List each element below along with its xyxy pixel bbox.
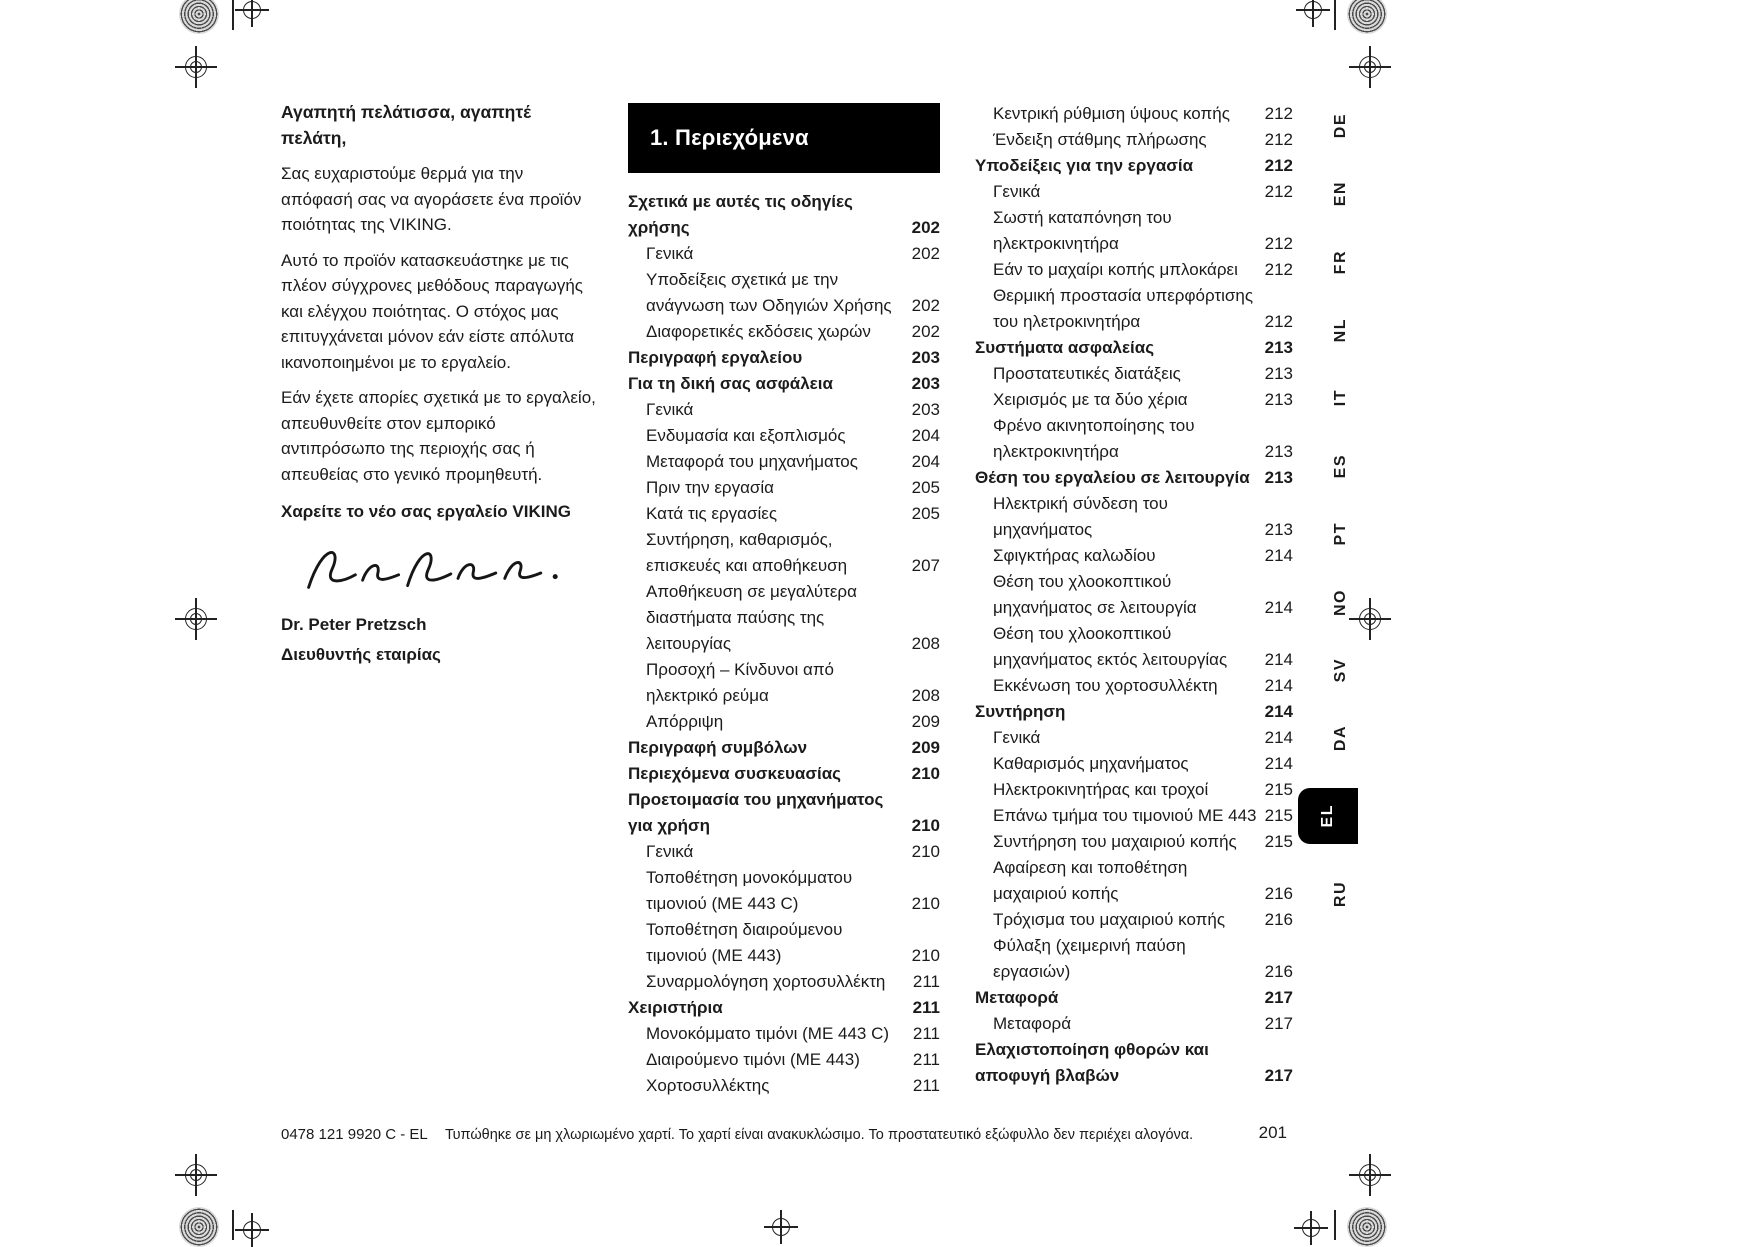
language-tab-sv [1324,652,1358,688]
toc-entry-page: 212 [1264,182,1293,201]
toc-entry-label: Γενικά [993,728,1041,747]
document-code: 0478 121 9920 C - EL [281,1126,428,1143]
toc-entry [628,579,940,657]
toc-entry-page: 217 [1264,1014,1293,1033]
language-tab-el [1298,788,1358,844]
language-tab-label: DE [1332,113,1349,139]
intro-paragraph: Αυτό το προϊόν κατασκευάστηκε με τις πλέον σύγχρονες μεθόδους παραγωγής και ελέγχου ποιότητας. Ο στόχος μας επιτυγχάνεται μόνον εάν είστε απόλυτα ικανοποιημένοι με το εργαλείο. [281,250,583,372]
toc-entry-page: 212 [1264,260,1293,279]
toc-entry [628,1047,940,1073]
toc-entry-page: 217 [1264,1066,1293,1085]
trim-tick [1334,1210,1336,1240]
toc-entry [628,969,940,995]
toc-entry-label: Κατά τις εργασίες [646,504,778,523]
toc-entry [975,673,1293,699]
toc-entry [975,725,1293,751]
toc-entry [975,283,1293,335]
toc-entry-label: Εάν το μαχαίρι κοπής μπλοκάρει [993,260,1238,279]
toc-entry-page: 215 [1264,806,1293,825]
toc-entry-page: 205 [911,504,940,523]
toc-entry-label: Πριν την εργασία [646,478,775,497]
toc-entry [975,101,1293,127]
toc-entry [975,361,1293,387]
toc-entry-label: Σχετικά με αυτές τις οδηγίες χρήσης [628,192,853,237]
toc-entry-label: Καθαρισμός μηχανήματος [993,754,1189,773]
toc-entry-page: 212 [1264,312,1293,331]
toc-entry-page: 203 [911,400,940,419]
toc-entry [975,491,1293,543]
toc-entry-label: Συντήρηση [975,702,1066,721]
registration-mark [179,50,213,84]
toc-entry-page: 210 [911,946,940,965]
toc-entry [628,735,940,761]
toc-entry-label: Σφιγκτήρας καλωδίου [993,546,1156,565]
toc-entry-page: 212 [1264,130,1293,149]
language-tab-no [1324,584,1358,620]
toc-entry-label: Γενικά [646,400,694,419]
toc-entry-label: Γενικά [646,842,694,861]
toc-entry [975,465,1293,491]
toc-entry-label: Ηλεκτρική σύνδεση του μηχανήματος [993,494,1168,539]
toc-entry-label: Επάνω τμήμα του τιμονιού ME 443 [993,806,1257,825]
language-tab-nl [1324,312,1358,348]
language-tab-label: EN [1332,181,1349,207]
toc-entry-page: 214 [1264,676,1293,695]
toc-entry-page: 209 [911,738,940,757]
registration-mark [1298,1215,1324,1241]
intro-column [281,100,597,665]
toc-entry [975,413,1293,465]
signer-name: Dr. Peter Pretzsch [281,614,427,634]
toc-entry [628,787,940,839]
toc-entry-page: 215 [1264,780,1293,799]
toc-entry-label: Απόρριψη [646,712,724,731]
toc-entry-page: 214 [1264,546,1293,565]
toc-entry [975,257,1293,283]
toc-entry [628,319,940,345]
toc-entry [975,127,1293,153]
trim-tick [1334,0,1336,30]
toc-entry-label: Αποθήκευση σε μεγαλύτερα διαστήματα παύσης της λειτουργίας [646,582,857,653]
language-tab-strip [1296,108,1358,912]
toc-entry [628,1073,940,1099]
registration-mark [768,1214,794,1240]
toc-entry-page: 213 [1264,442,1293,461]
trim-tick [232,1210,234,1240]
toc-entry-label: Τοποθέτηση μονοκόμματου τιμονιού (ME 443 C) [646,868,853,913]
toc-entry [975,777,1293,803]
toc-entry-page: 202 [911,244,940,263]
toc-entry [628,995,940,1021]
toc-entry [628,449,940,475]
toc-entry-label: Συντήρηση, καθαρισμός, επισκευές και αποθήκευση [646,530,848,575]
toc-entry-label: Τρόχισμα του μαχαιριού κοπής [993,910,1226,929]
toc-entry-page: 202 [911,322,940,341]
toc-title: 1. Περιεχόμενα [650,125,809,150]
toc-entry-label: Μεταφορά του μηχανήματος [646,452,858,471]
toc-entry-label: Θέση του εργαλείου σε λειτουργία [975,468,1250,487]
language-tab-label: FR [1332,249,1349,275]
toc-entry-page: 213 [1264,468,1293,487]
toc-entry-page: 211 [912,1050,940,1069]
halftone-patch [1347,0,1387,34]
toc-entry-page: 207 [911,556,940,575]
toc-entry [628,865,940,917]
toc-entry [975,543,1293,569]
toc-entry-page: 211 [912,1024,940,1043]
toc-entry-label: Περιγραφή συμβόλων [628,738,808,757]
language-tab-label: ES [1332,453,1349,479]
toc-entry-page: 215 [1264,832,1293,851]
toc-entry-label: Μονοκόμματο τιμόνι (ME 443 C) [646,1024,890,1043]
toc-entries-right [975,101,1293,1089]
toc-entry [628,475,940,501]
toc-entry [628,423,940,449]
toc-entry-label: Προετοιμασία του μηχανήματος για χρήση [628,790,884,835]
language-tab-label: RU [1332,880,1349,908]
language-tab-label: PT [1332,522,1349,546]
toc-entry-page: 213 [1264,390,1293,409]
toc-entry-page: 209 [911,712,940,731]
toc-entry [628,371,940,397]
registration-mark [239,1217,265,1243]
registration-mark [1353,1158,1387,1192]
toc-entry [628,1021,940,1047]
toc-entry-label: Θέση του χλοοκοπτικού μηχανήματος εκτός λειτουργίας [993,624,1228,669]
toc-entry-label: Συναρμολόγηση χορτοσυλλέκτη [646,972,886,991]
toc-entry-page: 208 [911,634,940,653]
toc-entry-page: 210 [911,764,940,783]
halftone-patch [179,1207,219,1247]
toc-entry-page: 214 [1264,754,1293,773]
language-tab-it [1324,380,1358,416]
toc-entry-label: Συντήρηση του μαχαιριού κοπής [993,832,1237,851]
toc-entry-page: 208 [911,686,940,705]
toc-entry [628,657,940,709]
toc-entry-label: Διαιρούμενο τιμόνι (ME 443) [646,1050,860,1069]
toc-entry-label: Περιγραφή εργαλείου [628,348,803,367]
registration-mark [1353,50,1387,84]
toc-entry-label: Χειριστήρια [628,998,723,1017]
halftone-patch [1347,1207,1387,1247]
toc-entry-label: Φύλαξη (χειμερινή παύση εργασιών) [993,936,1186,981]
toc-entry-label: Θερμική προστασία υπερφόρτισης του ηλετροκινητήρα [993,286,1254,331]
toc-entry-label: Προστατευτικές διατάξεις [993,364,1181,383]
toc-entry-label: Υποδείξεις σχετικά με την ανάγνωση των Οδηγιών Χρήσης [646,270,892,315]
halftone-patch [179,0,219,34]
toc-entry-page: 203 [911,374,940,393]
toc-entry [975,179,1293,205]
toc-entry [628,709,940,735]
language-tab-label: NO [1332,588,1349,616]
language-tab-label: SV [1332,657,1349,683]
toc-entry-page: 205 [911,478,940,497]
toc-entry-label: Συστήματα ασφαλείας [975,338,1155,357]
toc-entry-label: Διαφορετικές εκδόσεις χωρών [646,322,871,341]
toc-entry-page: 212 [1264,104,1293,123]
toc-entry [975,335,1293,361]
toc-entry-page: 213 [1264,520,1293,539]
toc-entry [975,1011,1293,1037]
toc-entry [975,985,1293,1011]
toc-entry-page: 211 [912,998,940,1017]
toc-entry-label: Προσοχή – Κίνδυνοι από ηλεκτρικό ρεύμα [646,660,835,705]
toc-entry [975,1037,1293,1089]
signer-title: Διευθυντής εταιρίας [281,644,441,664]
toc-entry-label: Μεταφορά [975,988,1059,1007]
toc-entry-page: 216 [1264,884,1293,903]
salutation: Αγαπητή πελάτισσα, αγαπητέ πελάτη, [281,102,532,148]
toc-entry-page: 202 [911,218,940,237]
toc-entry-label: Γενικά [993,182,1041,201]
toc-entry [628,917,940,969]
toc-entry [628,501,940,527]
toc-entry-label: Περιεχόμενα συσκευασίας [628,764,841,783]
toc-entry [975,751,1293,777]
toc-entry-label: Ενδυμασία και εξοπλισμός [646,426,846,445]
registration-mark [1353,602,1387,636]
language-tab-label: IT [1332,389,1349,407]
toc-entry-label: Μεταφορά [993,1014,1072,1033]
toc-entry-label: Κεντρική ρύθμιση ύψους κοπής [993,104,1230,123]
toc-entry-page: 214 [1264,598,1293,617]
toc-entry-label: Ηλεκτροκινητήρας και τροχοί [993,780,1209,799]
toc-entry-label: Ελαχιστοποίηση φθορών και αποφυγή βλαβών [975,1040,1209,1085]
toc-entry-page: 216 [1264,910,1293,929]
toc-entry-page: 203 [911,348,940,367]
language-tab-da [1324,720,1358,756]
page-number: 201 [1258,1123,1287,1142]
intro-paragraph: Εάν έχετε απορίες σχετικά με το εργαλείο, απευθυνθείτε στον εμπορικό αντιπρόσωπο της περιοχής σας ή απευθείας στο γενικό προμηθευτή. [281,388,596,484]
toc-entry [975,569,1293,621]
toc-entry [975,387,1293,413]
toc-column-1 [628,103,940,1099]
toc-entry [628,345,940,371]
paper-note: Τυπώθηκε σε μη χλωριωμένο χαρτί. Το χαρτί είναι ανακυκλώσιμο. Το προστατευτικό εξώφυλλο δεν περιέχει αλογόνα. [445,1127,1194,1143]
registration-mark [179,602,213,636]
toc-entry-label: Σωστή καταπόνηση του ηλεκτροκινητήρα [993,208,1172,253]
language-tab-pt [1324,516,1358,552]
toc-entry-label: Γενικά [646,244,694,263]
toc-header [628,103,940,173]
toc-entry-label: Εκκένωση του χορτοσυλλέκτη [993,676,1218,695]
closing-line: Χαρείτε το νέο σας εργαλείο VIKING [281,502,571,521]
registration-mark [239,0,265,23]
toc-entry [975,205,1293,257]
toc-entry-page: 202 [911,296,940,315]
toc-entry [628,527,940,579]
toc-entry-page: 214 [1264,702,1293,721]
toc-entry-label: Τοποθέτηση διαιρούμενου τιμονιού (ME 443) [646,920,843,965]
toc-entry-label: Για τη δική σας ασφάλεια [628,374,833,393]
toc-entry [975,933,1293,985]
toc-entry-label: Φρένο ακινητοποίησης του ηλεκτροκινητήρα [993,416,1195,461]
toc-entry [975,803,1293,829]
toc-entry [628,267,940,319]
toc-entry-label: Ένδειξη στάθμης πλήρωσης [993,130,1207,149]
toc-entry [975,153,1293,179]
toc-entry-page: 204 [911,426,940,445]
language-tab-fr [1324,244,1358,280]
toc-entries-left [628,189,940,1099]
toc-entry-page: 211 [912,972,940,991]
language-tab-label: DA [1332,724,1349,752]
language-tab-es [1324,448,1358,484]
toc-entry-label: Χορτοσυλλέκτης [646,1076,770,1095]
toc-entry-page: 216 [1264,962,1293,981]
toc-entry-page: 213 [1264,364,1293,383]
toc-entry [628,241,940,267]
toc-entry-label: Θέση του χλοοκοπτικού μηχανήματος σε λειτουργία [993,572,1197,617]
toc-entry-page: 212 [1264,234,1293,253]
toc-entry [975,855,1293,907]
toc-entry-label: Αφαίρεση και τοποθέτηση μαχαιριού κοπής [993,858,1188,903]
language-tab-en [1324,176,1358,212]
intro-paragraph: Σας ευχαριστούμε θερμά για την απόφασή σας να αγοράσετε ένα προϊόν ποιότητας της VIKING. [281,164,582,234]
toc-entry-page: 204 [911,452,940,471]
signature-image [281,537,581,609]
registration-mark [179,1158,213,1192]
toc-entry-label: Χειρισμός με τα δύο χέρια [993,390,1188,409]
toc-entry [628,761,940,787]
toc-entry [975,621,1293,673]
language-tab-label: NL [1332,317,1349,343]
toc-entry-page: 210 [911,816,940,835]
toc-entry [628,397,940,423]
toc-entry-label: Υποδείξεις για την εργασία [975,156,1194,175]
trim-tick [232,0,234,30]
toc-entry-page: 212 [1264,156,1293,175]
toc-entry-page: 210 [911,894,940,913]
toc-entry-page: 214 [1264,650,1293,669]
language-tab-ru [1324,876,1358,912]
toc-entry [975,907,1293,933]
toc-entry-page: 211 [912,1076,940,1095]
toc-entry [975,699,1293,725]
language-tab-label: EL [1319,804,1336,828]
language-tab-de [1324,108,1358,144]
toc-entry [628,839,940,865]
toc-column-2 [975,101,1293,1089]
toc-entry [975,829,1293,855]
toc-entry-page: 213 [1264,338,1293,357]
toc-entry-page: 210 [911,842,940,861]
toc-entry-page: 217 [1264,988,1293,1007]
toc-entry [628,189,940,241]
toc-entry-page: 214 [1264,728,1293,747]
registration-mark [1300,0,1326,23]
